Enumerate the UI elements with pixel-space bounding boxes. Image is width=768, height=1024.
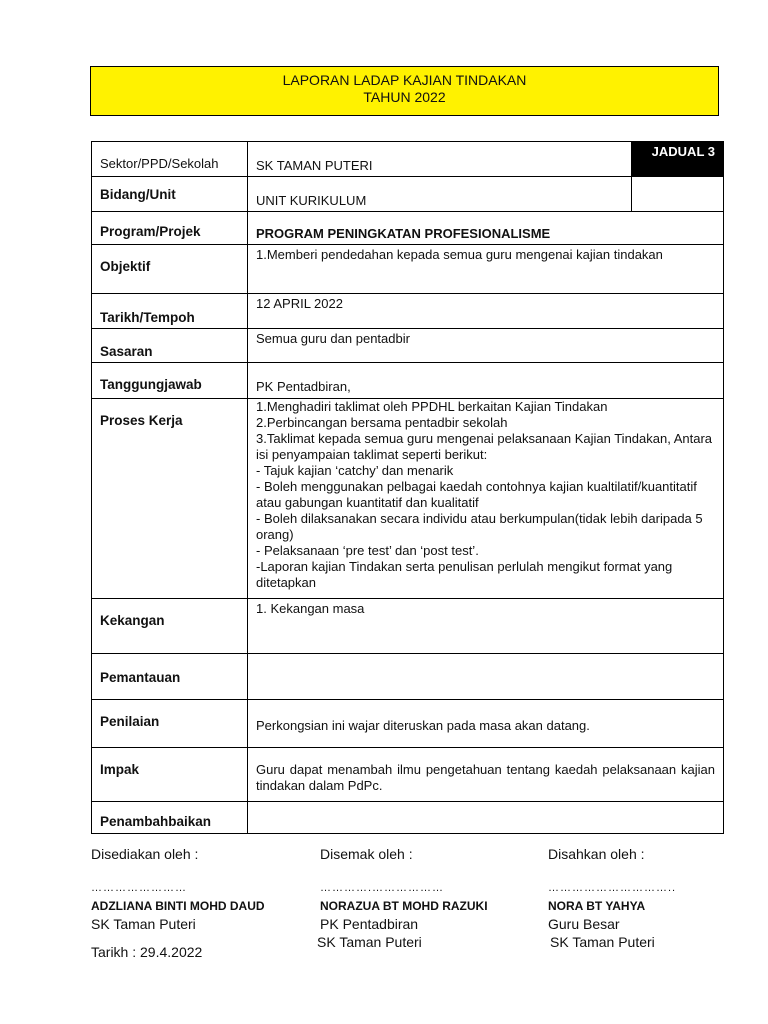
table-row xyxy=(92,748,724,802)
row-value xyxy=(248,802,724,834)
row-label: Bidang/Unit xyxy=(100,187,176,202)
report-year: TAHUN 2022 xyxy=(363,89,446,105)
table-row xyxy=(92,399,724,599)
signatory-position: Guru Besar xyxy=(548,916,620,932)
table-row xyxy=(92,802,724,834)
row-label: Kekangan xyxy=(100,613,165,628)
row-label: Tarikh/Tempoh xyxy=(100,310,195,325)
row-value: SK TAMAN PUTERI xyxy=(248,142,632,177)
proses-line: - Tajuk kajian ‘catchy’ dan menarik xyxy=(256,463,454,478)
row-value: Semua guru dan pentadbir xyxy=(248,329,724,363)
signatory-position: PK Pentadbiran xyxy=(320,916,419,932)
row-label: Proses Kerja xyxy=(100,413,183,428)
report-title: LAPORAN LADAP KAJIAN TINDAKAN xyxy=(282,72,527,88)
row-value: Perkongsian ini wajar diteruskan pada masa akan datang. xyxy=(248,700,724,748)
signature-heading: Disediakan oleh : xyxy=(91,846,199,862)
empty-cell xyxy=(632,177,724,212)
table-row xyxy=(92,654,724,700)
table-row xyxy=(92,245,724,294)
proses-line: 3.Taklimat kepada semua guru mengenai pelaksanaan Kajian Tindakan, Antara isi penyampaian taklimat seperti berikut: xyxy=(256,431,713,462)
proses-line: - Pelaksanaan ‘pre test’ dan ‘post test’. xyxy=(256,543,479,558)
report-title-box xyxy=(90,66,719,116)
signature-prepared xyxy=(91,845,301,933)
proses-kerja-cell xyxy=(248,399,724,599)
table-row xyxy=(92,294,724,329)
row-label: Penambahbaikan xyxy=(100,814,212,829)
proses-line: - Boleh dilaksanakan secara individu atau berkumpulan(tidak lebih daripada 5 orang) xyxy=(256,511,703,542)
row-label: Sektor/PPD/Sekolah xyxy=(92,142,248,177)
signatory-name: ADZLIANA BINTI MOHD DAUD xyxy=(91,899,265,913)
signatory-org: SK Taman Puteri xyxy=(550,934,655,950)
table-row xyxy=(92,212,724,245)
signatory-name: NORAZUA BT MOHD RAZUKI xyxy=(320,899,488,913)
proses-line: - Boleh menggunakan pelbagai kaedah contohnya kajian kualtilatif/kuantitatif atau gabungan kuantitatif dan kualitatif xyxy=(256,479,697,510)
proses-line: -Laporan kajian Tindakan serta penulisan perlulah mengikut format yang ditetapkan xyxy=(256,559,673,590)
table-row xyxy=(92,142,724,177)
table-row xyxy=(92,700,724,748)
row-label: Penilaian xyxy=(100,714,160,729)
row-label: Program/Projek xyxy=(100,224,201,239)
row-value xyxy=(248,654,724,700)
proses-line: 2.Perbincangan bersama pentadbir sekolah xyxy=(256,415,508,430)
row-value: PROGRAM PENINGKATAN PROFESIONALISME xyxy=(248,212,724,245)
signature-heading: Disemak oleh : xyxy=(320,846,413,862)
signatory-name: NORA BT YAHYA xyxy=(548,899,646,913)
proses-line: 1.Menghadiri taklimat oleh PPDHL berkaitan Kajian Tindakan xyxy=(256,399,608,414)
table-row xyxy=(92,329,724,363)
signatory-org: SK Taman Puteri xyxy=(317,934,422,950)
row-label: Impak xyxy=(100,762,140,777)
signatory-org: SK Taman Puteri xyxy=(91,916,196,932)
row-value: 1.Memberi pendedahan kepada semua guru mengenai kajian tindakan xyxy=(248,245,724,294)
row-label: Tanggungjawab xyxy=(100,377,202,392)
table-row xyxy=(92,363,724,399)
row-label: Objektif xyxy=(100,259,151,274)
signature-heading: Disahkan oleh : xyxy=(548,846,645,862)
signature-checked xyxy=(317,845,530,951)
table-row xyxy=(92,599,724,654)
row-value: Guru dapat menambah ilmu pengetahuan tentang kaedah pelaksanaan kajian tindakan dalam PdPc. xyxy=(248,748,724,802)
row-label: Sasaran xyxy=(100,344,153,359)
row-label: Pemantauan xyxy=(100,670,181,685)
signature-line: ………….……………… xyxy=(320,882,445,894)
report-table xyxy=(91,141,724,834)
report-date: Tarikh : 29.4.2022 xyxy=(91,944,203,960)
signature-line: …………………… xyxy=(91,882,187,894)
row-value: UNIT KURIKULUM xyxy=(248,177,632,212)
jadual-badge: JADUAL 3 xyxy=(632,142,724,177)
signature-line: ………………………….. xyxy=(548,882,677,894)
row-value: 12 APRIL 2022 xyxy=(248,294,724,329)
signature-approved xyxy=(548,845,748,951)
row-value: 1. Kekangan masa xyxy=(248,599,724,654)
row-value: PK Pentadbiran, xyxy=(248,363,724,399)
table-row xyxy=(92,177,724,212)
